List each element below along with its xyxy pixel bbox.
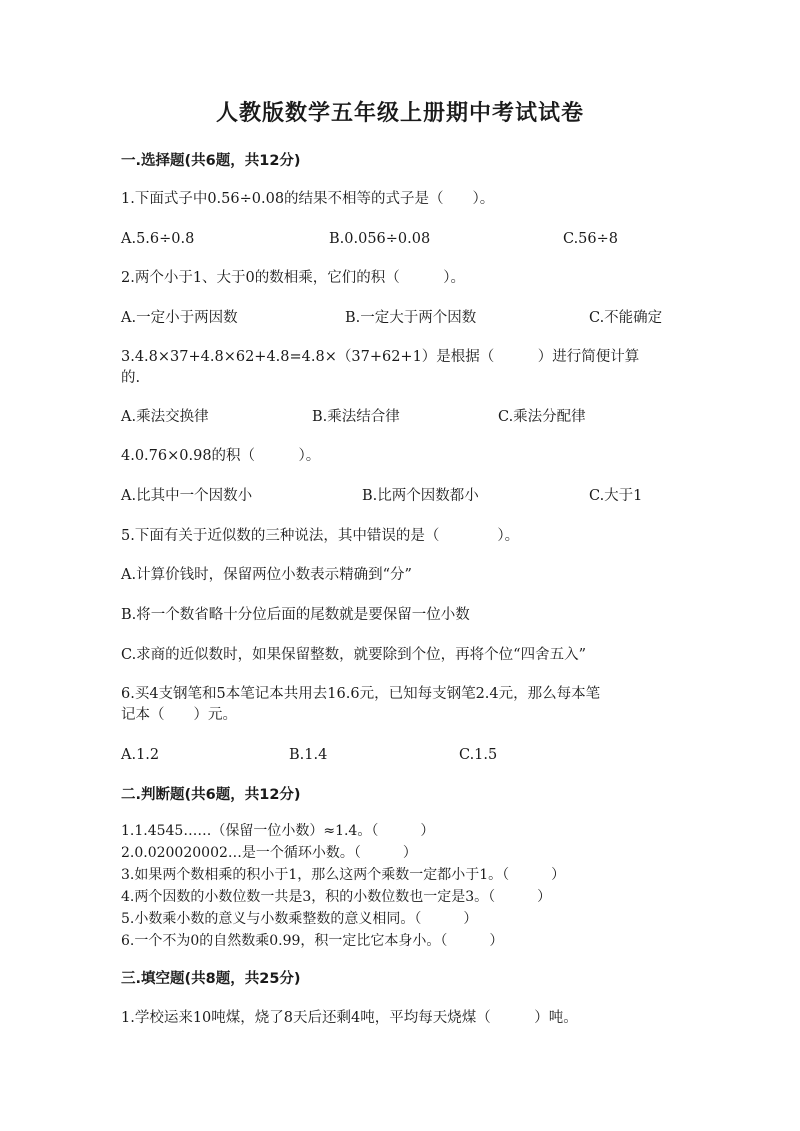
option-c: C.乘法分配律: [498, 409, 586, 425]
option-b: B.比两个因数都小: [362, 488, 479, 504]
option-c: C.1.5: [459, 747, 498, 763]
judge-item: 1.1.4545……（保留一位小数）≈1.4。（ ）: [121, 823, 435, 839]
option-b: B.1.4: [289, 747, 328, 763]
option-a: A.1.2: [121, 747, 160, 763]
option-c: C.56÷8: [563, 231, 619, 247]
option-c: C.大于1: [589, 488, 643, 504]
page-title: 人教版数学五年级上册期中考试试卷: [215, 100, 584, 126]
option-b: B.将一个数省略十分位后面的尾数就是要保留一位小数: [121, 607, 470, 623]
option-c: C.求商的近似数时，如果保留整数，就要除到个位，再将个位“四舍五入”: [121, 647, 587, 663]
question-text: 1.学校运来10吨煤，烧了8天后还剩4吨，平均每天烧煤（ ）吨。: [121, 1010, 578, 1026]
question-text: 2.两个小于1、大于0的数相乘，它们的积（ ）。: [121, 270, 466, 286]
judge-item: 5.小数乘小数的意义与小数乘整数的意义相同。（ ）: [121, 911, 478, 927]
question-text-line1: 3.4.8×37+4.8×62+4.8=4.8×（37+62+1）是根据（ ）进行简便计算: [121, 349, 640, 365]
section-header-judge: 二.判断题(共6题，共12分): [121, 787, 301, 803]
option-a: A.5.6÷0.8: [121, 231, 195, 247]
section-header-choice: 一.选择题(共6题，共12分): [121, 153, 301, 169]
option-b: B.乘法结合律: [312, 409, 400, 425]
question-text-line1: 6.买4支钢笔和5本笔记本共用去16.6元，已知每支钢笔2.4元，那么每本笔: [121, 686, 601, 702]
judge-item: 2.0.020020002…是一个循环小数。（ ）: [121, 845, 417, 861]
option-b: B.一定大于两个因数: [345, 310, 477, 326]
judge-item: 4.两个因数的小数位数一共是3，积的小数位数也一定是3。（ ）: [121, 889, 552, 905]
section-header-fill: 三.填空题(共8题，共25分): [121, 971, 301, 987]
option-b: B.0.056÷0.08: [329, 231, 431, 247]
question-text-line2: 的.: [121, 370, 141, 386]
question-text: 5.下面有关于近似数的三种说法，其中错误的是（ ）。: [121, 528, 520, 544]
option-a: A.乘法交换律: [121, 409, 209, 425]
judge-item: 3.如果两个数相乘的积小于1，那么这两个乘数一定都小于1。（ ）: [121, 867, 566, 883]
option-a: A.比其中一个因数小: [121, 488, 253, 504]
option-a: A.一定小于两因数: [121, 310, 238, 326]
judge-item: 6.一个不为0的自然数乘0.99，积一定比它本身小。（ ）: [121, 933, 504, 949]
question-text: 1.下面式子中0.56÷0.08的结果不相等的式子是（ ）。: [121, 191, 495, 207]
option-c: C.不能确定: [589, 310, 663, 326]
question-text: 4.0.76×0.98的积（ ）。: [121, 448, 321, 464]
question-text-line2: 记本（ ）元。: [121, 707, 237, 723]
option-a: A.计算价钱时，保留两位小数表示精确到“分”: [121, 567, 412, 583]
